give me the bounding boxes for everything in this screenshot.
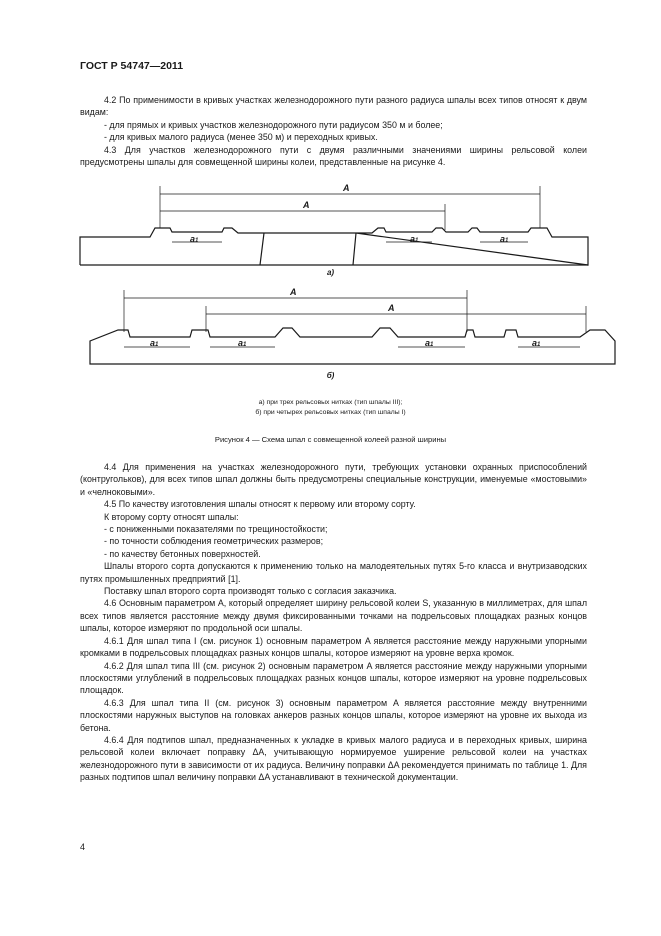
paragraph-second-grade: К второму сорту относят шпалы: [104, 511, 239, 522]
dim-label-inner-b: A [388, 303, 395, 313]
subfigure-caption-a: а) [326, 268, 335, 277]
paragraph-4-4: 4.4 Для применения на участках железнодорожного пути, требующих установки охранных приспособлений (контругольков), для всех типов шпал должны быть предусмотрены специальные конструкции, именуемые «мостовыми» и «челноковыми». [80, 462, 587, 497]
standard-header: ГОСТ Р 54747—2011 [80, 60, 184, 72]
list-item-geometry: - по точности соблюдения геометрических размеров; [104, 536, 324, 547]
sleeper-a-outline [80, 228, 588, 265]
paragraph-supply: Поставку шпал второго сорта производят только с согласия заказчика. [104, 586, 397, 597]
list-item-small-radius: - для кривых малого радиуса (менее 350 м) и переходных кривых. [104, 132, 378, 143]
dim-label-a1-1: a1 [190, 234, 199, 244]
legend-item-b: б) при четырех рельсовых нитках (тип шпалы I) [255, 409, 406, 416]
dim-label-a1-3: a1 [500, 234, 509, 244]
dim-label-outer-a: A [343, 183, 350, 193]
paragraph-4-6-4: 4.6.4 Для подтипов шпал, предназначенных к укладке в кривых малого радиуса и в переходных кривых, ширина рельсовой колеи включает поправку ΔA, учитывающую нормируемое уширение рельсовой колеи на участках железнодорожного пути в зависимости от их радиуса. Величину поправки ΔA рекомендуется принимать по таблице 1. Для разных подтипов шпал величину поправки ΔA устанавливают в технической документации. [80, 734, 587, 783]
paragraph-4-5: 4.5 По качеству изготовления шпалы относят к первому или второму сорту. [104, 499, 416, 510]
paragraph-4-3: 4.3 Для участков железнодорожного пути с двумя различными значениями ширины рельсовой колеи предусмотрены шпалы для совмещенной ширины колеи, представленные на рисунке 4. [80, 144, 587, 168]
paragraph-4-6-1: 4.6.1 Для шпал типа I (см. рисунок 1) основным параметром A является расстояние между наружными упорными кромками в подрельсовых площадках разных концов шпалы, которое измеряют на уровне верха кромок. [80, 635, 587, 659]
figure-legend [0, 398, 661, 418]
legend-item-a: а) при трех рельсовых нитках (тип шпалы III); [258, 399, 403, 406]
paragraph-4-6-2: 4.6.2 Для шпал типа III (см. рисунок 2) основным параметром A является расстояние между наружными упорными плоскостями углублений в подрельсовых площадках разных концов шпалы, которое измеряют на уровне подрельсовых площадок. [80, 660, 587, 696]
body-paragraphs [80, 461, 587, 784]
list-item-straight: - для прямых и кривых участков железнодорожного пути радиусом 350 м и более; [104, 119, 443, 130]
dim-label-a1-2: a1 [410, 234, 419, 244]
page-number: 4 [80, 842, 86, 852]
paragraph-usage: Шпалы второго сорта допускаются к применению только на малодеятельных путях 5-го класса и внутризаводских путях промышленных предприятий [1]. [80, 561, 587, 584]
dim-label-b1-3: a1 [425, 338, 434, 348]
paragraph-4-2: 4.2 По применимости в кривых участках железнодорожного пути разного радиуса шпалы всех типов относят к двум видам: [80, 95, 587, 118]
dim-label-b1-4: a1 [532, 338, 541, 348]
subfigure-caption-b: б) [326, 371, 335, 380]
paragraph-4-6-3: 4.6.3 Для шпал типа II (см. рисунок 3) основным параметром A является расстояние между внутренними плоскостями наружных выступов на головках анкеров разных концов шпалы, которое измеряют на уровне их выхода из бетона. [80, 697, 587, 733]
figure-4-sleepers [0, 0, 661, 400]
dim-label-inner-a: A [303, 200, 310, 210]
list-item-cracks: - с пониженными показателями по трещиностойкости; [104, 524, 328, 535]
figure-title: Рисунок 4 — Схема шпал с совмещенной колеей разной ширины [214, 435, 447, 444]
list-item-surfaces: - по качеству бетонных поверхностей. [104, 548, 261, 559]
paragraph-4-6: 4.6 Основным параметром A, который определяет ширину рельсовой колеи S, указанную в миллиметрах, для шпал всех типов является расстояние между двумя фиксированными точками на подрельсовых площадках разных концов шпалы, которое измеряют по продольной оси шпалы. [80, 598, 587, 634]
dim-label-b1-1: a1 [150, 338, 159, 348]
dim-label-b1-2: a1 [238, 338, 247, 348]
dim-label-outer-b: A [290, 287, 297, 297]
